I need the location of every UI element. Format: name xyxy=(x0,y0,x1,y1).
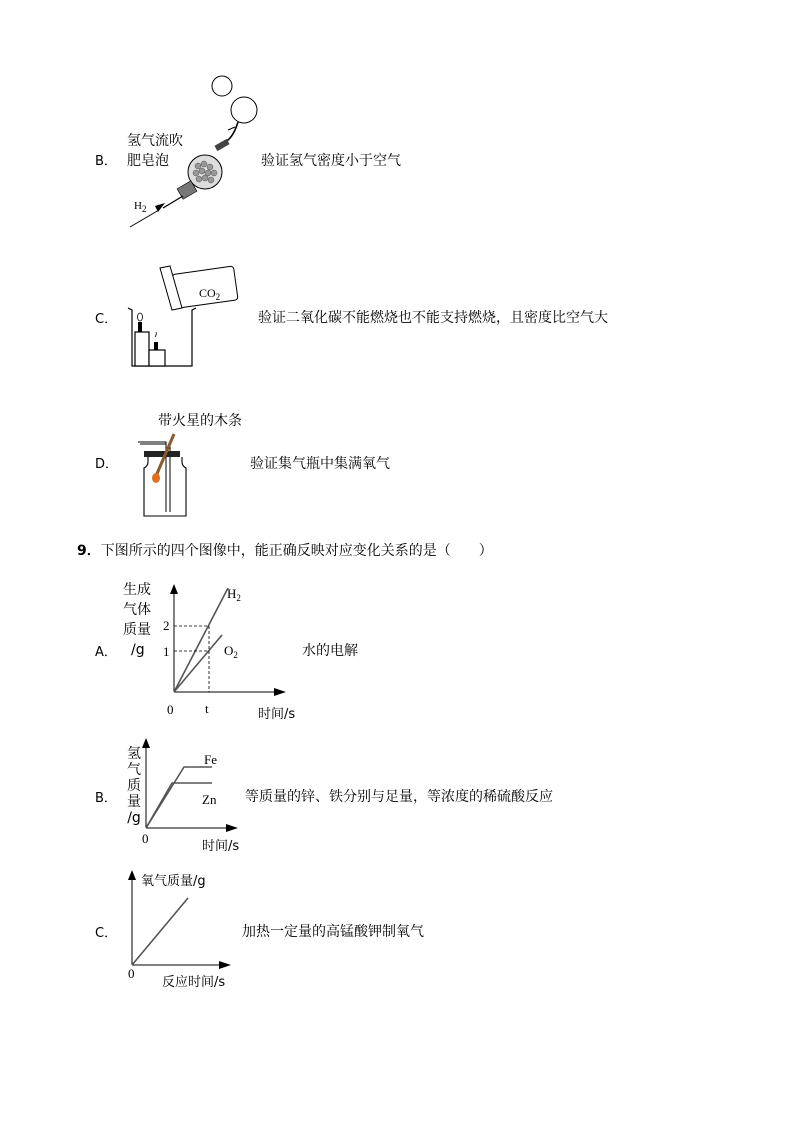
x-axis-arrow xyxy=(274,688,286,696)
x-axis-arrow xyxy=(226,824,238,832)
q9-b-chart xyxy=(142,736,242,832)
option-d-letter: D． xyxy=(95,457,119,472)
q9-a-ylabel-line: 质量 xyxy=(123,622,151,638)
q9-c-origin: 0 xyxy=(128,966,135,981)
series-line xyxy=(132,898,188,965)
option-b-label-line2: 肥皂泡 xyxy=(127,153,169,169)
q9-b-xlabel: 时间/s xyxy=(202,839,240,854)
series-h2-line xyxy=(174,588,228,692)
y-axis-arrow xyxy=(128,870,136,880)
q9-option-a-description: 水的电解 xyxy=(302,643,358,659)
series-o2-line xyxy=(174,635,222,692)
q9-b-ylabel-char: /g xyxy=(127,810,141,826)
q9-b-series-zn-label: Zn xyxy=(202,792,217,807)
q9-a-series-o2-label: $O_2$ xyxy=(224,643,238,660)
q9-b-ylabel-char: 氢 xyxy=(127,746,141,762)
option-d-description: 验证集气瓶中集满氧气 xyxy=(250,456,390,472)
q9-option-c-description: 加热一定量的高锰酸钾制氧气 xyxy=(242,924,424,940)
q9-option-b-description: 等质量的锌、铁分别与足量，等浓度的稀硫酸反应 xyxy=(245,789,553,805)
option-c-gas-label: $CO_2$ xyxy=(199,286,221,302)
question-9-text: 下图所示的四个图像中，能正确反映对应变化关系的是（ ） xyxy=(100,543,493,559)
q9-a-ylabel-line: 气体 xyxy=(123,602,151,618)
q9-c-ylabel: 氧气质量/g xyxy=(141,874,206,889)
x-axis-arrow xyxy=(219,961,231,969)
q9-b-ylabel-char: 气 xyxy=(127,762,141,778)
y-axis-arrow xyxy=(142,738,150,748)
option-b-label-line1: 氢气流吹 xyxy=(127,133,183,149)
q9-b-origin: 0 xyxy=(142,831,149,846)
q9-a-ylabel xyxy=(123,580,151,660)
option-d-label: 带火星的木条 xyxy=(158,413,242,429)
q9-c-xlabel: 反应时间/s xyxy=(162,975,226,990)
q9-option-b-letter: B． xyxy=(95,791,117,806)
question-9-number: 9． xyxy=(77,543,101,559)
option-c-letter: C． xyxy=(95,312,118,327)
option-b-description: 验证氢气密度小于空气 xyxy=(261,153,401,169)
q9-b-series-fe-label: Fe xyxy=(204,752,217,767)
q9-b-ylabel-char: 量 xyxy=(127,794,141,810)
q9-a-xtick-t: t xyxy=(205,701,209,716)
y-axis-arrow xyxy=(170,584,178,594)
q9-b-ylabel-char: 质 xyxy=(127,778,141,794)
q9-option-c-letter: C． xyxy=(95,926,118,941)
q9-a-ytick-2: 2 xyxy=(163,618,170,633)
q9-a-ytick-1: 1 xyxy=(163,644,170,659)
co2-candle-beaker-apparatus xyxy=(126,262,246,372)
option-b-letter: B． xyxy=(95,154,117,169)
option-c-description: 验证二氧化碳不能燃烧也不能支持燃烧，且密度比空气大 xyxy=(258,310,608,326)
q9-a-chart xyxy=(160,582,290,697)
q9-a-ylabel-line: /g xyxy=(131,642,145,658)
q9-a-series-h2-label: $H_2$ xyxy=(227,586,241,603)
q9-b-ylabel xyxy=(126,746,142,826)
q9-a-xlabel: 时间/s xyxy=(258,707,296,722)
option-b-gas-label: $H_2$ xyxy=(134,200,147,214)
q9-a-ylabel-line: 生成 xyxy=(123,582,151,598)
q9-a-origin: 0 xyxy=(167,702,174,717)
gas-bottle-splint-apparatus xyxy=(136,432,196,522)
q9-option-a-letter: A． xyxy=(95,645,117,660)
question-9-stem xyxy=(77,540,493,560)
